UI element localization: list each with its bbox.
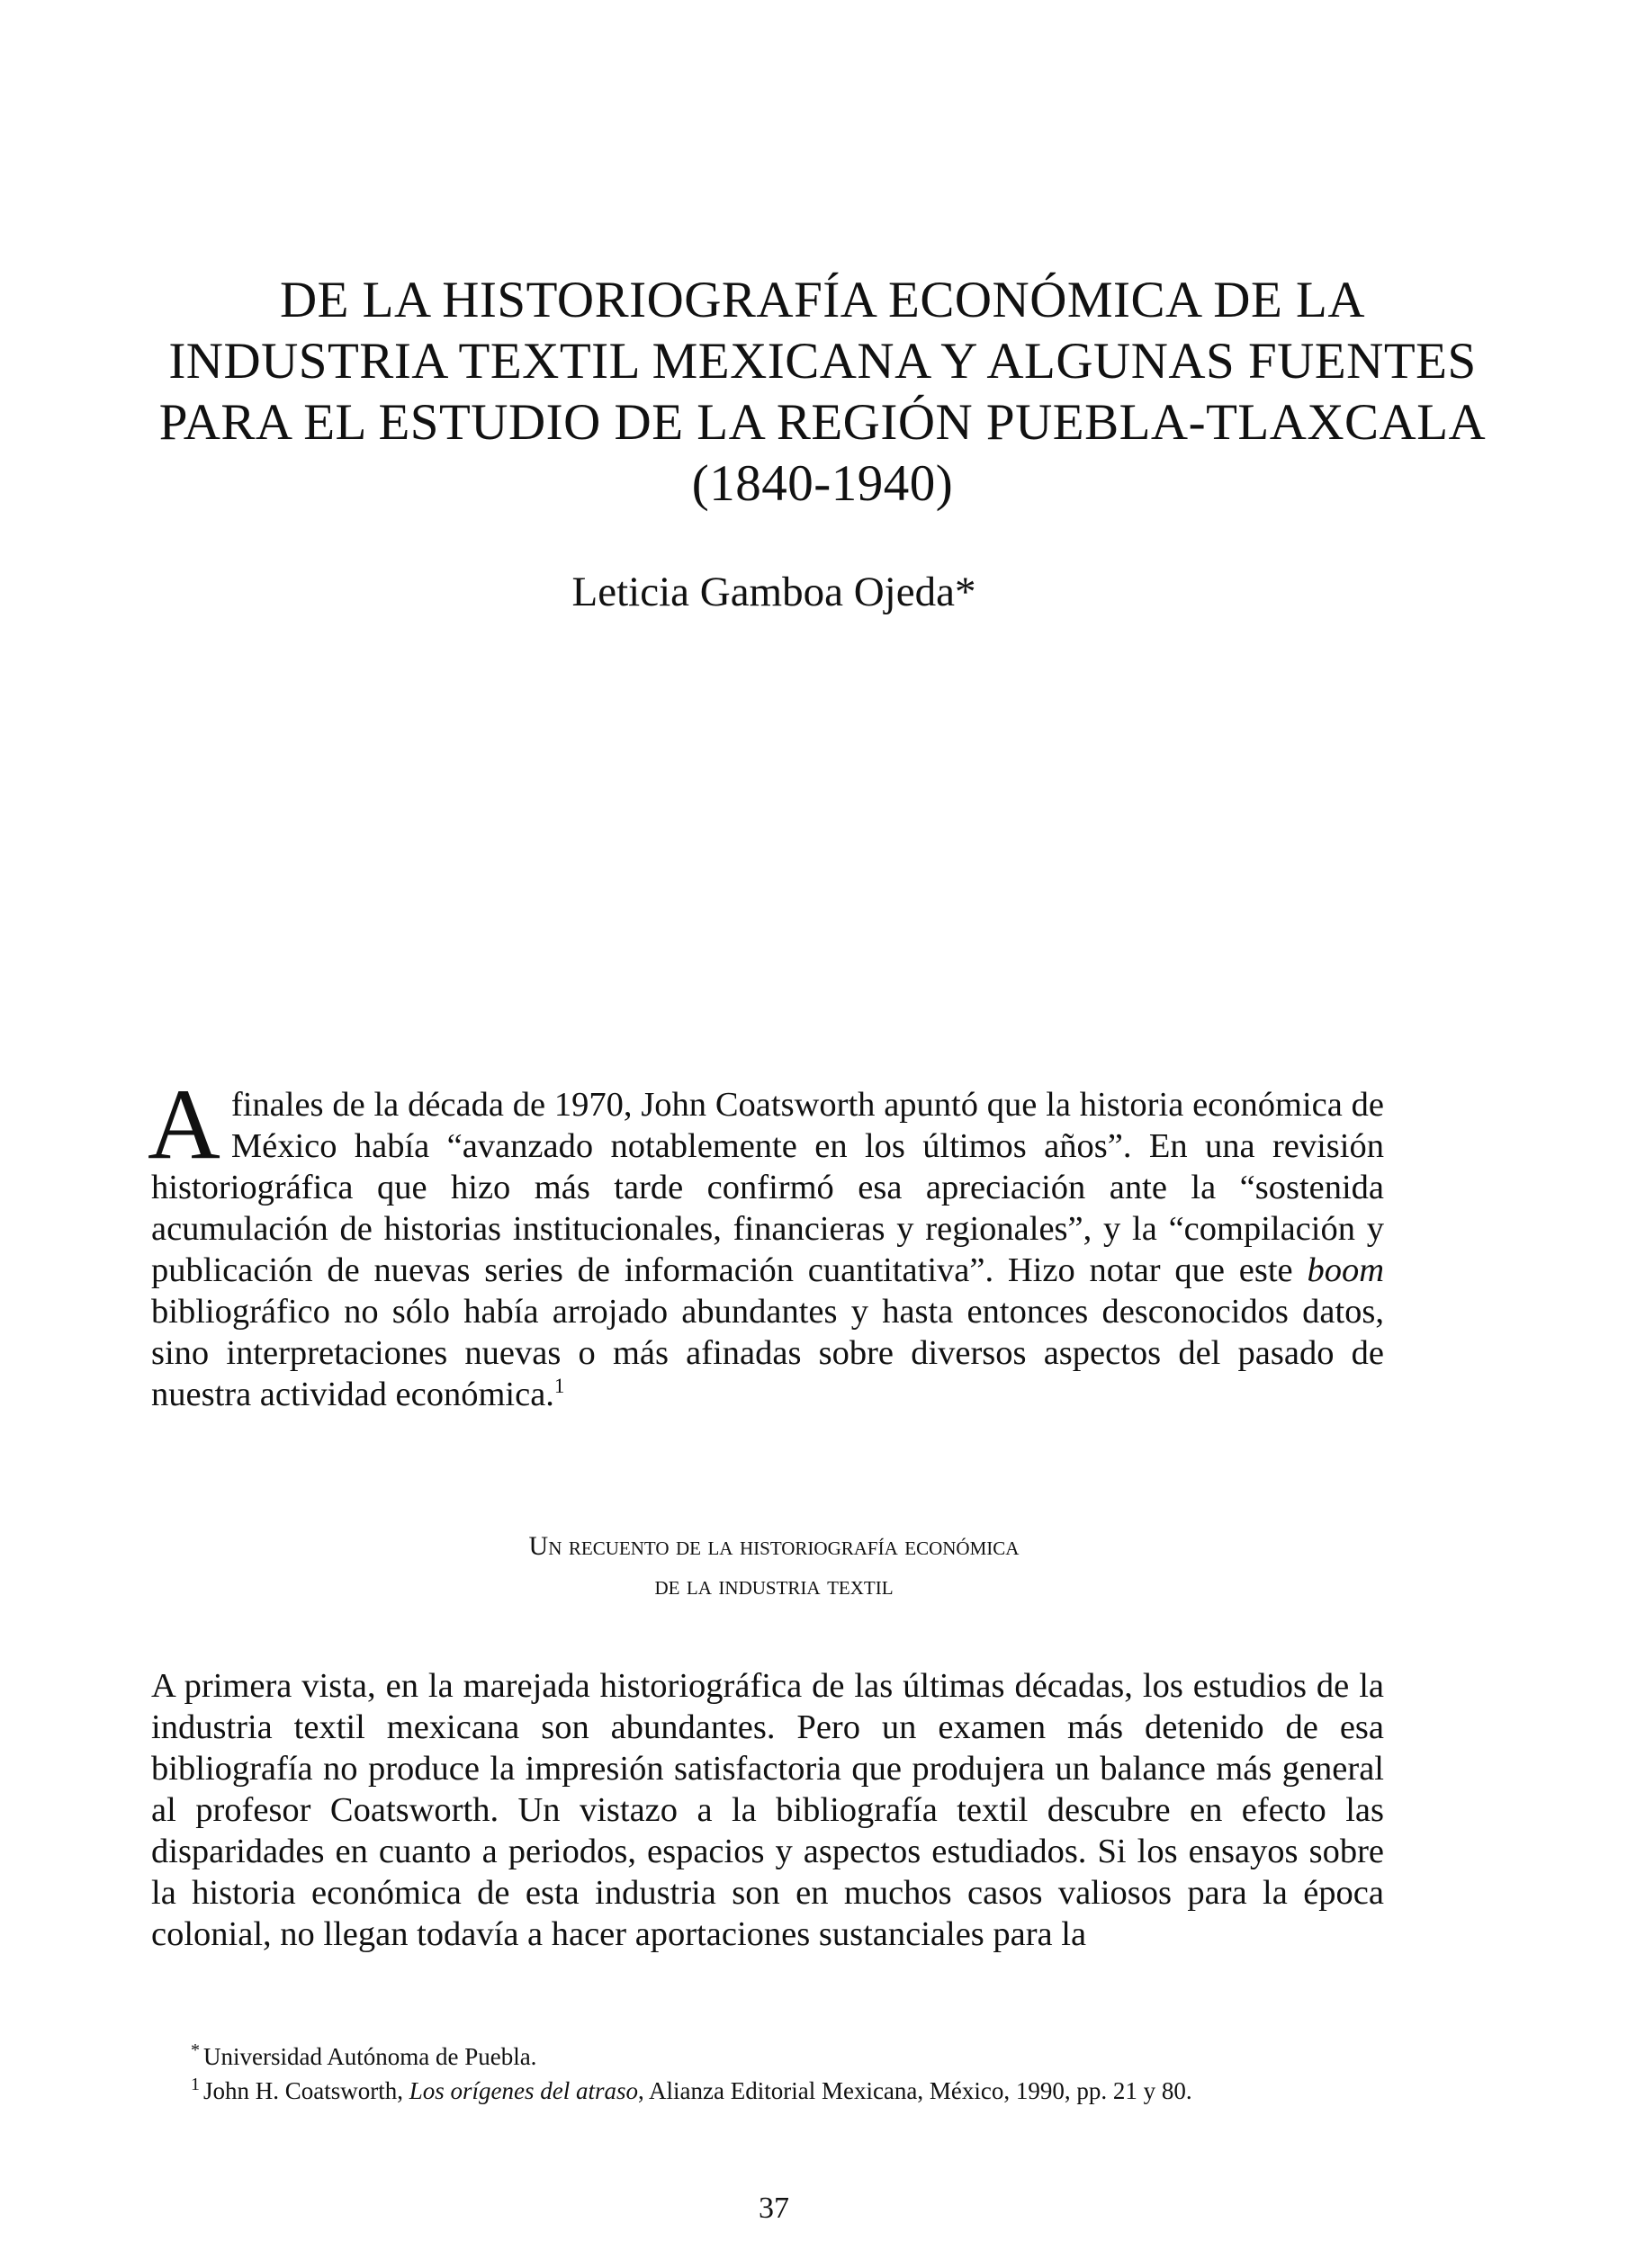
footnote-text: , Alianza Editorial Mexicana, México, 1990, pp. 21 y 80. <box>638 2077 1192 2104</box>
page-number: 37 <box>759 2192 789 2225</box>
emphasis-text: boom <box>1307 1251 1384 1289</box>
footnote-mark: 1 <box>191 2075 200 2094</box>
paragraph-text: bibliográfico no sólo había arrojado abundantes y hasta entonces desconocidos datos, sino interpretaciones nuevas o más afinadas sobre diversos aspectos del pasado de nuestra actividad económica. <box>151 1293 1384 1413</box>
footnote-book-title: Los orígenes del atraso <box>409 2077 639 2104</box>
section-heading-line: de la industria textil <box>654 1571 894 1600</box>
body-paragraph: A primera vista, en la marejada historiográfica de las últimas décadas, los estudios de la industria textil mexicana son abundantes. Pero un examen más detenido de esa bibliografía no produce la impresión satisfactoria que produjera un balance más general al profesor Coatsworth. Un vistazo a la bibliografía textil descubre en efecto las disparidades en cuanto a periodos, espacios y aspectos estudiados. Si los ensayos sobre la historia económica de esta industria son en muchos casos valiosos para la época colonial, no llegan todavía a hacer aportaciones sustanciales para la <box>151 1667 1384 1953</box>
title-line: INDUSTRIA TEXTIL MEXICANA Y ALGUNAS FUENTES <box>168 333 1477 390</box>
article-title <box>126 270 1519 515</box>
section-heading <box>0 1527 1548 1606</box>
footnote-text: Universidad Autónoma de Puebla. <box>203 2043 537 2070</box>
section-heading-line: Un recuento de la historiografía económica <box>528 1531 1020 1561</box>
footnote <box>191 2039 1388 2074</box>
footnote-mark: * <box>191 2040 200 2060</box>
title-line: (1840-1940) <box>691 455 954 512</box>
intro-paragraph <box>148 1069 1384 1415</box>
footnotes <box>191 2039 1388 2108</box>
author-name: Leticia Gamboa Ojeda* <box>571 569 976 615</box>
drop-cap: A <box>148 1069 220 1180</box>
footnote-reference: 1 <box>553 1375 565 1398</box>
title-line: PARA EL ESTUDIO DE LA REGIÓN PUEBLA-TLAXCALA <box>158 394 1487 451</box>
paragraph-text: finales de la década de 1970, John Coatsworth apuntó que la historia económica de México había “avanzado notablemente en los últimos años”. En una revisión historiográfica que hizo más tarde confirmó esa apreciación ante la “sostenida acumulación de historias institucionales, financieras y regionales”, y la “compilación y publicación de nuevas series de información cuantitativa”. Hizo notar que este <box>151 1086 1384 1289</box>
title-line: DE LA HISTORIOGRAFÍA ECONÓMICA DE LA <box>279 272 1366 328</box>
footnote-text: John H. Coatsworth, <box>203 2077 409 2104</box>
footnote <box>191 2074 1388 2108</box>
